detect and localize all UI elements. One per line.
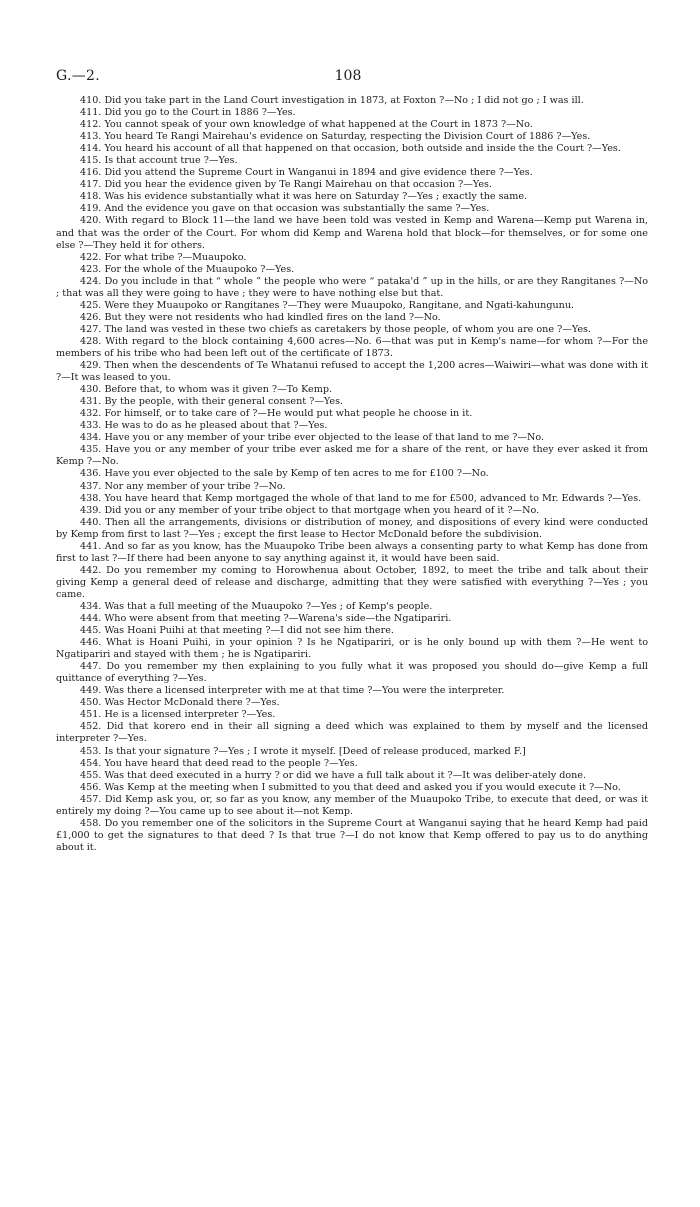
question-number: 437. [80, 480, 102, 492]
question-text: Did that korero end in their all signing a deed which was explained to them by myself and the licensed interpreter ?—Yes. [56, 721, 648, 745]
question-text: And the evidence you gave on that occasion was substantially the same ?—Yes. [104, 203, 490, 215]
question-number: 445. [80, 625, 102, 637]
question-number: 452. [80, 721, 102, 733]
evidence-paragraph [56, 143, 648, 155]
evidence-paragraph [56, 613, 648, 625]
evidence-paragraph [56, 505, 648, 517]
evidence-paragraph [56, 685, 648, 697]
evidence-paragraph [56, 264, 648, 276]
question-number: 414. [80, 143, 102, 155]
question-number: 447. [80, 661, 102, 673]
question-number: 456. [80, 781, 102, 793]
question-text: Was that a full meeting of the Muaupoko ?—Yes ; of Kemp's people. [104, 600, 433, 612]
question-text: By the people, with their general consent ?—Yes. [104, 396, 344, 408]
question-text: Were they Muaupoko or Rangitanes ?—They were Muaupoko, Rangitane, and Ngati-kahungunu. [104, 299, 575, 311]
question-number: 449. [80, 685, 102, 697]
evidence-paragraph [56, 818, 648, 854]
question-text: Was that deed executed in a hurry ? or did we have a full talk about it ?—It was deliber-ately done. [104, 769, 587, 781]
evidence-paragraph [56, 95, 648, 107]
question-text: You have heard that Kemp mortgaged the whole of that land to me for £500, advanced to Mr. Edwards ?—Yes. [104, 492, 642, 504]
question-text: But they were not residents who had kindled fires on the land ?—No. [104, 311, 441, 323]
evidence-text [56, 95, 648, 854]
question-text: Do you remember my coming to Horowhenua about October, 1892, to meet the tribe and talk about their giving Kemp a general deed of release and discharge, admitting that they were satisfied with everything ?—Yes ; you came. [56, 564, 648, 600]
evidence-paragraph [56, 541, 648, 565]
evidence-paragraph [56, 625, 648, 637]
evidence-paragraph [56, 336, 648, 360]
question-number: 441. [80, 540, 102, 552]
question-text: You have heard that deed read to the people ?—Yes. [104, 757, 358, 769]
question-number: 424. [80, 275, 102, 287]
question-number: 442. [80, 564, 102, 576]
question-number: 425. [80, 299, 102, 311]
question-text: The land was vested in these two chiefs as caretakers by those people, of whom you are one ?—Yes. [104, 323, 591, 335]
question-number: 432. [80, 408, 102, 420]
question-number: 423. [80, 263, 102, 275]
evidence-paragraph [56, 119, 648, 131]
evidence-paragraph [56, 432, 648, 444]
evidence-paragraph [56, 203, 648, 215]
question-text: Have you or any member of your tribe ever asked me for a share of the rent, or have they ever asked it from Kemp ?—No. [56, 444, 648, 468]
evidence-paragraph [56, 312, 648, 324]
document-reference: G.—2. [56, 68, 100, 84]
question-text: Was his evidence substantially what it was here on Saturday ?—Yes ; exactly the same. [104, 191, 528, 203]
question-number: 435. [80, 444, 102, 456]
question-text: And so far as you know, has the Muaupoko Tribe been always a consenting party to what Kemp has done from first to last ?—If there had been anyone to say anything against it, it would have been said. [56, 540, 648, 564]
evidence-paragraph [56, 167, 648, 179]
evidence-paragraph [56, 601, 648, 613]
question-text: Did you attend the Supreme Court in Wanganui in 1894 and give evidence there ?—Yes. [104, 167, 533, 179]
evidence-paragraph [56, 300, 648, 312]
question-number: 433. [80, 420, 102, 432]
question-text: Was Kemp at the meeting when I submitted to you that deed and asked you if you would execute it ?—No. [104, 781, 621, 793]
question-text: Do you remember one of the solicitors in the Supreme Court at Wanganui saying that he heard Kemp had paid £1,000 to get the signatures to that deed ? Is that true ?—I do not know that Kemp offered to pay us to do anything about it. [56, 817, 648, 853]
question-number: 410. [80, 95, 102, 106]
evidence-paragraph [56, 324, 648, 336]
question-number: 418. [80, 191, 102, 203]
question-text: For himself, or to take care of ?—He would put what people he choose in it. [104, 408, 473, 420]
evidence-paragraph [56, 420, 648, 432]
question-text: Did Kemp ask you, or, so far as you know, any member of the Muaupoko Tribe, to execute that deed, or was it entirely my doing ?—You came up to see about it—not Kemp. [56, 793, 648, 817]
evidence-paragraph [56, 493, 648, 505]
evidence-paragraph [56, 481, 648, 493]
question-number: 434. [80, 600, 102, 612]
evidence-paragraph [56, 637, 648, 661]
evidence-paragraph [56, 517, 648, 541]
question-number: 422. [80, 251, 102, 263]
evidence-paragraph [56, 131, 648, 143]
question-text: Nor any member of your tribe ?—No. [104, 480, 286, 492]
question-number: 455. [80, 769, 102, 781]
question-number: 446. [80, 637, 102, 649]
evidence-paragraph [56, 697, 648, 709]
question-text: Have you or any member of your tribe ever objected to the lease of that land to me ?—No. [104, 432, 545, 444]
question-number: 430. [80, 384, 102, 396]
question-text: For what tribe ?—Muaupoko. [104, 251, 247, 263]
evidence-paragraph [56, 384, 648, 396]
question-number: 411. [80, 107, 102, 119]
evidence-paragraph [56, 758, 648, 770]
evidence-paragraph [56, 191, 648, 203]
question-text: Was Hector McDonald there ?—Yes. [104, 697, 280, 709]
page-header [56, 68, 640, 88]
evidence-paragraph [56, 794, 648, 818]
question-text: Then when the descendents of Te Whatanui refused to accept the 1,200 acres—Waiwiri—what was done with it ?—It was leased to you. [56, 360, 648, 384]
evidence-paragraph [56, 179, 648, 191]
question-number: 415. [80, 155, 102, 167]
evidence-paragraph [56, 360, 648, 384]
question-text: Before that, to whom was it given ?—To Kemp. [104, 384, 333, 396]
question-number: 451. [80, 709, 102, 721]
question-number: 416. [80, 167, 102, 179]
page-number: 108 [334, 68, 362, 84]
question-number: 428. [80, 335, 102, 347]
evidence-paragraph [56, 215, 648, 251]
question-text: For the whole of the Muaupoko ?—Yes. [104, 263, 295, 275]
question-number: 429. [80, 360, 102, 372]
question-text: Then all the arrangements, divisions or distribution of money, and dispositions of every kind were conducted by Kemp from first to last ?—Yes ; except the first lease to Hector McDonald before the subdivision. [56, 516, 648, 540]
question-text: You cannot speak of your own knowledge of what happened at the Court in 1873 ?—No. [104, 119, 533, 131]
question-number: 438. [80, 492, 102, 504]
question-number: 436. [80, 468, 102, 480]
question-text: Do you remember my then explaining to you fully what it was proposed you should do—give Kemp a full quittance of everything ?—Yes. [56, 661, 648, 685]
evidence-paragraph [56, 276, 648, 300]
question-number: 453. [80, 745, 102, 757]
question-number: 419. [80, 203, 102, 215]
question-number: 427. [80, 323, 102, 335]
question-text: What is Hoani Puihi, in your opinion ? Is he Ngatipariri, or is he only bound up with them ?—He went to Ngatipariri and stayed with them ; he is Ngatipariri. [56, 637, 648, 661]
question-number: 440. [80, 516, 102, 528]
question-text: Is that account true ?—Yes. [104, 155, 238, 167]
question-number: 431. [80, 396, 102, 408]
evidence-paragraph [56, 396, 648, 408]
question-number: 420. [80, 215, 102, 227]
question-text: Did you go to the Court in 1886 ?—Yes. [104, 107, 296, 119]
question-text: Did you or any member of your tribe object to that mortgage when you heard of it ?—No. [104, 504, 540, 516]
question-text: Did you hear the evidence given by Te Rangi Mairehau on that occasion ?—Yes. [104, 179, 492, 191]
evidence-paragraph [56, 107, 648, 119]
question-number: 413. [80, 131, 102, 143]
question-number: 450. [80, 697, 102, 709]
question-number: 417. [80, 179, 102, 191]
question-number: 439. [80, 504, 102, 516]
question-number: 444. [80, 613, 102, 625]
evidence-paragraph [56, 468, 648, 480]
question-number: 454. [80, 757, 102, 769]
evidence-paragraph [56, 155, 648, 167]
question-number: 412. [80, 119, 102, 131]
question-number: 434. [80, 432, 102, 444]
evidence-paragraph [56, 770, 648, 782]
evidence-paragraph [56, 444, 648, 468]
question-text: Do you include in that “ whole ” the people who were “ pataka'd ” up in the hills, or are they Rangitanes ?—No ; that was all they were going to have ; they were to have nothing else but that. [56, 275, 648, 299]
question-text: Was there a licensed interpreter with me at that time ?—You were the interpreter. [104, 685, 505, 697]
question-text: Is that your signature ?—Yes ; I wrote it myself. [Deed of release produced, marked F.] [104, 745, 526, 757]
evidence-paragraph [56, 709, 648, 721]
evidence-paragraph [56, 565, 648, 601]
question-text: You heard his account of all that happened on that occasion, both outside and inside the the Court ?—Yes. [104, 143, 621, 155]
question-text: He is a licensed interpreter ?—Yes. [104, 709, 276, 721]
question-text: Who were absent from that meeting ?—Warena's side—the Ngatipariri. [104, 613, 452, 625]
evidence-paragraph [56, 408, 648, 420]
question-text: With regard to Block 11—the land we have been told was vested in Kemp and Warena—Kemp put Warena in, and that was the order of the Court. For whom did Kemp and Warena hold that block—for themselves, or for some one else ?—They held it for others. [56, 215, 648, 251]
question-text: You heard Te Rangi Mairehau's evidence on Saturday, respecting the Division Court of 1886 ?—Yes. [104, 131, 591, 143]
question-number: 426. [80, 311, 102, 323]
evidence-paragraph [56, 252, 648, 264]
evidence-paragraph [56, 661, 648, 685]
question-number: 458. [80, 817, 102, 829]
evidence-paragraph [56, 746, 648, 758]
question-text: With regard to the block containing 4,600 acres—No. 6—that was put in Kemp's name—for whom ?—For the members of his tribe who had been left out of the certificate of 1873. [56, 335, 648, 359]
question-text: Did you take part in the Land Court investigation in 1873, at Foxton ?—No ; I did not go ; I was ill. [104, 95, 584, 106]
question-text: He was to do as he pleased about that ?—Yes. [104, 420, 328, 432]
question-text: Was Hoani Puihi at that meeting ?—I did not see him there. [104, 625, 394, 637]
question-text: Have you ever objected to the sale by Kemp of ten acres to me for £100 ?—No. [104, 468, 489, 480]
evidence-paragraph [56, 782, 648, 794]
evidence-paragraph [56, 721, 648, 745]
question-number: 457. [80, 793, 102, 805]
